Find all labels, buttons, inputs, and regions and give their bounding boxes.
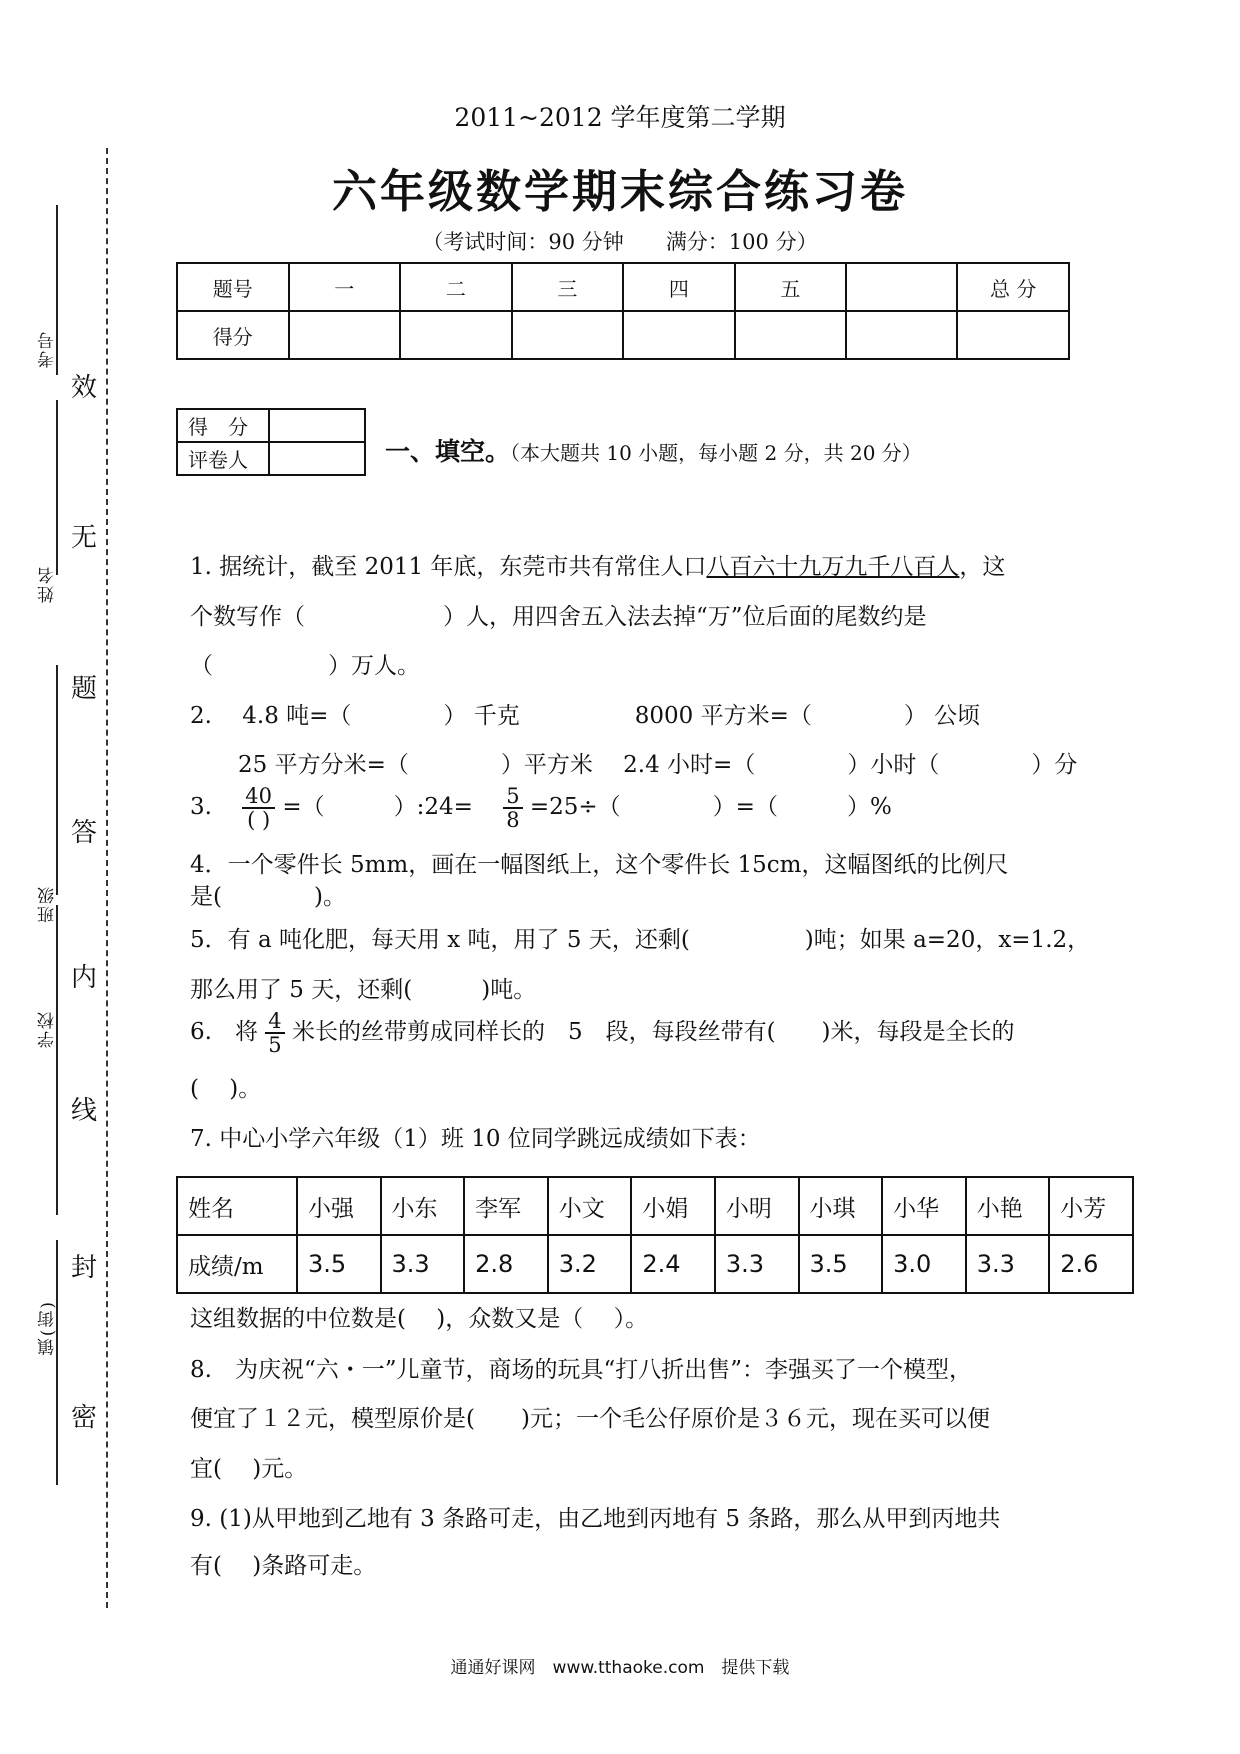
question-6-line-1 — [190, 1010, 1015, 1056]
jump-name-cell: 小文 — [548, 1177, 632, 1235]
question-1-line-2: 个数写作（ ）人，用四舍五入法去掉“万”位后面的尾数约是 — [190, 604, 927, 630]
jump-header-name: 姓名 — [177, 1177, 297, 1235]
question-2-line-2: 25 平方分米=（ ）平方米 2.4 小时=（ ）小时（ ）分 — [238, 752, 1078, 778]
q6-text-b: 米长的丝带剪成同样长的 5 段，每段丝带有( )米，每段是全长的 — [291, 1019, 1015, 1046]
q6-frac-den: 5 — [268, 1033, 282, 1058]
grader-score-label: 得 分 — [177, 409, 269, 442]
score-table-cell: 五 — [735, 263, 847, 311]
jump-score-cell: 3.5 — [297, 1235, 381, 1293]
score-table — [176, 262, 1070, 360]
question-8-line-3: 宜( )元。 — [190, 1456, 308, 1482]
section-note: （本大题共 10 小题，每小题 2 分，共 20 分） — [510, 441, 922, 465]
question-9-line-2: 有( )条路可走。 — [190, 1553, 377, 1579]
jump-score-cell: 2.4 — [631, 1235, 715, 1293]
town-line — [56, 1240, 58, 1485]
grader-row — [177, 442, 365, 475]
q1-text-b: ，这 — [959, 554, 1006, 580]
footer: 通通好课网 www.tthaoke.com 提供下载 — [450, 1658, 790, 1678]
section-title: 一、填空。 — [385, 437, 511, 466]
jump-name-cell: 小明 — [715, 1177, 799, 1235]
score-entry-cell[interactable] — [735, 311, 847, 359]
jump-name-row — [177, 1177, 1133, 1235]
class-line — [56, 665, 58, 895]
class-label: 班级 — [38, 885, 58, 923]
jump-name-cell: 小强 — [297, 1177, 381, 1235]
score-entry-cell[interactable] — [512, 311, 624, 359]
score-table-cell: 二 — [400, 263, 512, 311]
school-label: 学校 — [38, 1010, 58, 1048]
score-table-cell: 四 — [623, 263, 735, 311]
jump-score-cell: 2.6 — [1049, 1235, 1133, 1293]
page-title: 六年级数学期末综合练习卷 — [331, 165, 908, 218]
section-heading — [385, 432, 922, 468]
jump-name-cell: 小琪 — [799, 1177, 883, 1235]
q6-fraction — [265, 1010, 284, 1056]
question-1-line-1 — [190, 548, 1005, 581]
grader-name-entry[interactable] — [269, 442, 365, 475]
seal-char: 线 — [71, 1096, 98, 1126]
question-8-line-2: 便宜了１２元，模型原价是( )元；一个毛公仔原价是３６元，现在买可以便 — [190, 1406, 990, 1432]
jump-score-cell: 3.3 — [715, 1235, 799, 1293]
q1-text-a: 1. 据统计，截至 2011 年底，东莞市共有常住人口 — [190, 554, 707, 580]
jump-score-cell: 2.8 — [464, 1235, 548, 1293]
jump-header-score: 成绩/m — [177, 1235, 297, 1293]
exam-info — [0, 226, 1240, 256]
seal-char: 题 — [71, 674, 98, 704]
q3-fraction-2 — [503, 785, 522, 831]
question-4-line-2: 是( )。 — [190, 884, 346, 910]
exam-time: （考试时间：90 分钟 — [422, 230, 624, 254]
seal-char: 无 — [71, 523, 98, 553]
jump-name-cell: 小华 — [882, 1177, 966, 1235]
question-5-line-2: 那么用了 5 天，还剩( )吨。 — [190, 977, 537, 1003]
score-table-header-row — [177, 263, 1069, 311]
question-3 — [190, 785, 892, 831]
semester-heading: 2011~2012 学年度第二学期 — [454, 103, 786, 132]
score-table-cell: 三 — [512, 263, 624, 311]
q3-frac2-den: 8 — [506, 808, 520, 833]
q3-middle: =（ ）:24= — [282, 794, 473, 821]
town-label: 镇(街) — [38, 1300, 58, 1356]
jump-score-cell: 3.5 — [799, 1235, 883, 1293]
jump-name-cell: 李军 — [464, 1177, 548, 1235]
jump-name-cell: 小东 — [381, 1177, 465, 1235]
score-entry-cell[interactable] — [957, 311, 1069, 359]
question-2-line-1: 2. 4.8 吨=（ ） 千克 8000 平方米=（ ） 公顷 — [190, 703, 981, 729]
q3-prefix: 3. — [190, 794, 212, 821]
jump-score-cell: 3.2 — [548, 1235, 632, 1293]
question-9-line-1: 9. (1)从甲地到乙地有 3 条路可走，由乙地到丙地有 5 条路，那么从甲到丙地共 — [190, 1506, 1001, 1532]
score-table-cell: 总 分 — [957, 263, 1069, 311]
question-7-text: 7. 中心小学六年级（1）班 10 位同学跳远成绩如下表： — [190, 1126, 761, 1152]
long-jump-table — [176, 1176, 1134, 1294]
question-1-line-3: （ ）万人。 — [190, 653, 420, 679]
jump-name-cell: 小娟 — [631, 1177, 715, 1235]
q3-frac2-num: 5 — [503, 785, 522, 809]
score-table-cell — [846, 263, 957, 311]
q1-underlined: 八百六十九万九千八百人 — [706, 554, 960, 580]
seal-char: 内 — [71, 963, 98, 993]
score-entry-cell[interactable] — [400, 311, 512, 359]
question-4-line-1: 4．一个零件长 5mm，画在一幅图纸上，这个零件长 15cm，这幅图纸的比例尺 — [190, 852, 1009, 878]
seal-char: 封 — [71, 1253, 98, 1283]
seal-char: 密 — [71, 1403, 98, 1433]
grader-row — [177, 409, 365, 442]
q3-end: =25÷（ ）=（ ）% — [529, 794, 892, 821]
question-8-line-1: 8. 为庆祝“六・一”儿童节，商场的玩具“打八折出售”：李强买了一个模型， — [190, 1357, 972, 1383]
full-score: 满分：100 分） — [665, 230, 818, 254]
grader-score-entry[interactable] — [269, 409, 365, 442]
exam-number-label: 考号 — [38, 330, 58, 368]
score-table-score-row — [177, 311, 1069, 359]
score-entry-cell[interactable] — [623, 311, 735, 359]
jump-score-cell: 3.0 — [882, 1235, 966, 1293]
school-line — [56, 905, 58, 1215]
question-5-line-1: 5．有 a 吨化肥，每天用 x 吨，用了 5 天，还剩( )吨；如果 a=20，x=1.2， — [190, 927, 1091, 953]
score-table-cell: 一 — [289, 263, 401, 311]
score-entry-cell[interactable] — [289, 311, 401, 359]
grader-table — [176, 408, 366, 476]
cut-line — [106, 148, 108, 1608]
jump-score-cell: 3.3 — [966, 1235, 1050, 1293]
q6-frac-num: 4 — [265, 1010, 284, 1034]
grader-name-label: 评卷人 — [177, 442, 269, 475]
name-label: 姓名 — [38, 565, 58, 603]
question-6-line-2: ( )。 — [190, 1076, 262, 1102]
score-entry-cell[interactable] — [846, 311, 957, 359]
jump-score-row — [177, 1235, 1133, 1293]
q3-frac1-den: ( ) — [247, 808, 271, 833]
q6-text-a: 6. 将 — [190, 1019, 258, 1046]
q3-fraction-1 — [242, 785, 275, 831]
score-table-cell: 题号 — [177, 263, 289, 311]
name-line — [56, 400, 58, 575]
jump-name-cell: 小芳 — [1049, 1177, 1133, 1235]
jump-name-cell: 小艳 — [966, 1177, 1050, 1235]
score-table-cell: 得分 — [177, 311, 289, 359]
seal-char: 效 — [71, 373, 98, 403]
jump-score-cell: 3.3 — [381, 1235, 465, 1293]
seal-char: 答 — [71, 818, 98, 848]
q3-frac1-num: 40 — [242, 785, 275, 809]
question-7-after: 这组数据的中位数是( )，众数又是（ ）。 — [190, 1306, 649, 1332]
